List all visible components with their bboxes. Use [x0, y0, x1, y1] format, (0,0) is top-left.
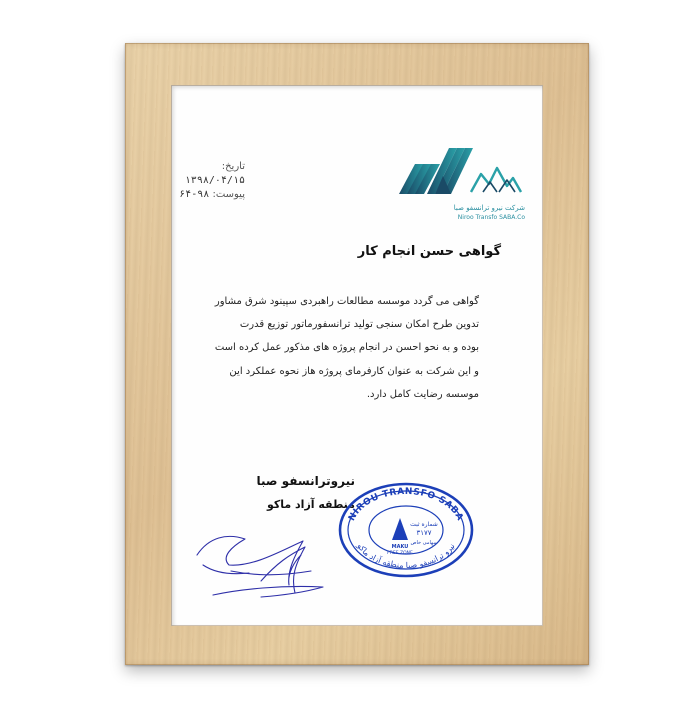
logo-name-en: Niroo Transfo SABA.Co: [457, 214, 525, 221]
date-value: ۱۳۹۸/۰۴/۱۵: [184, 175, 245, 186]
svg-text:FREE ZONE: FREE ZONE: [387, 551, 413, 556]
signatory-zone: منطقه آزاد ماکو: [266, 498, 355, 511]
certificate-paper: [171, 85, 543, 626]
picture-frame: [125, 43, 589, 665]
attachment-label: پیوست:: [212, 189, 245, 200]
date-label: تاریخ:: [221, 161, 245, 172]
svg-text:NIROU TRANSFO SABA: NIROU TRANSFO SABA: [347, 486, 465, 523]
logo-name-fa: شرکت نیرو ترانسفو صبا: [453, 204, 525, 212]
handwritten-signature: [191, 525, 341, 605]
body-line: موسسه رضایت کامل دارد.: [366, 388, 479, 400]
body-line: گواهی می گردد موسسه مطالعات راهبردی سپینود شرق مشاور: [214, 296, 479, 307]
stamp-icon: [336, 480, 476, 580]
logo-mark-icon: [397, 142, 537, 237]
svg-text:MAKU: MAKU: [391, 544, 409, 550]
document-meta: [175, 160, 245, 202]
company-stamp: [336, 480, 476, 580]
signatory-company: نیروترانسفو صبا: [256, 474, 355, 488]
svg-text:شماره ثبت: شماره ثبت: [410, 521, 438, 528]
svg-text:۳۱۷۷: ۳۱۷۷: [416, 529, 432, 537]
body-line: بوده و به نحو احسن در انجام پروژه های مذکور عمل کرده است: [214, 342, 479, 354]
body-line: تدوین طرح امکان سنجی تولید ترانسفورماتور توزیع قدرت: [239, 319, 479, 331]
number-value: ۹۸-۶۴: [179, 189, 210, 200]
svg-text:نیرو ترانسفو صبا منطقه آزاد ما: نیرو ترانسفو صبا منطقه آزاد ماکو: [355, 541, 457, 571]
certificate-body: [195, 290, 479, 406]
body-line: و این شرکت به عنوان کارفرمای پروژه هاز نحوه عملکرد این: [229, 365, 479, 377]
svg-text:سهامی خاص: سهامی خاص: [410, 540, 438, 546]
signature-icon: [191, 525, 341, 605]
company-logo: [397, 142, 537, 237]
certificate-title: گواهی حسن انجام کار: [357, 244, 501, 259]
